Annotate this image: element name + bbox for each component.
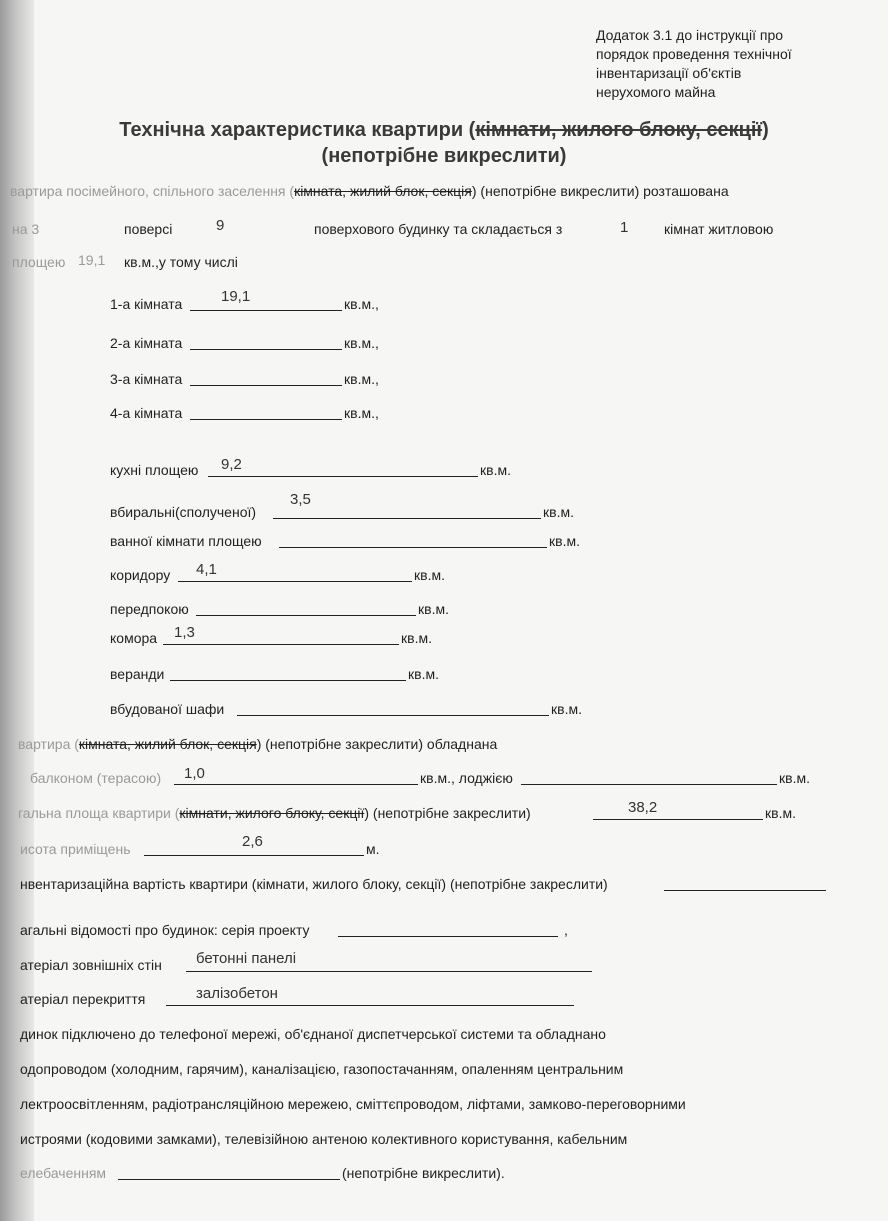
- room-2-label: 2-а кімната: [110, 335, 183, 351]
- rooms-count: 1: [620, 219, 629, 236]
- balcony-label: балконом (терасою): [30, 770, 162, 786]
- unit: кв.м.: [765, 805, 796, 821]
- storage-label: комора: [110, 630, 158, 646]
- series-field[interactable]: [338, 922, 558, 937]
- unit: кв.м.: [551, 701, 582, 717]
- series-label: агальні відомості про будинок: серія проекту: [20, 922, 310, 938]
- room-1-label: 1-а кімната: [110, 296, 183, 312]
- connections-line: лектроосвітленням, радіотрансляційною мережею, сміттєпроводом, ліфтами, замково-переговорними: [20, 1096, 686, 1112]
- building-text: поверхового будинку та складається з: [314, 221, 563, 237]
- wardrobe-field[interactable]: [237, 701, 549, 716]
- including-text: кв.м.,у тому числі: [124, 254, 238, 270]
- appendix-header: [596, 26, 792, 102]
- intro-line-1: вартира посімейного, спільного заселення (кімната, жилий блок, секція) (непотрібне викреслити) розташована: [10, 183, 729, 199]
- unit: кв.м.: [414, 567, 445, 583]
- connections-line: истроями (кодовими замками), телевізійною антеною колективного користування, кабельним: [20, 1131, 628, 1147]
- room-2-field[interactable]: [190, 335, 342, 350]
- balcony-value: 1,0: [184, 765, 205, 782]
- hallway-field[interactable]: [196, 601, 416, 616]
- loggia-field[interactable]: [521, 770, 777, 785]
- area-label: площею: [12, 254, 66, 270]
- unit: кв.м.: [549, 533, 580, 549]
- struck-text: кімнати, жилого блоку, секції: [475, 119, 763, 141]
- unit: кв.м.: [401, 630, 432, 646]
- room-1-value: 19,1: [221, 288, 251, 305]
- inventory-field[interactable]: [664, 876, 826, 891]
- loggia-label: кв.м., лоджією: [420, 770, 513, 786]
- wardrobe-label: вбудованої шафи: [110, 701, 225, 717]
- floor-label: на 3: [12, 221, 40, 237]
- rooms-text: кімнат житловою: [664, 221, 774, 237]
- struck-text: кімната, жилий блок, секція: [294, 183, 472, 199]
- total-area-value: 38,2: [628, 799, 658, 816]
- header-line: порядок проведення технічної: [596, 46, 792, 62]
- inventory-label: нвентаризаційна вартість квартири (кімнати, жилого блоку, секції) (непотрібне закреслити): [20, 876, 608, 892]
- connections-line: елебаченням: [20, 1165, 107, 1181]
- total-area-line: гальна площа квартири (кімнати, жилого блоку, секції) (непотрібне закреслити): [18, 805, 531, 821]
- kitchen-label: кухні площею: [110, 462, 199, 478]
- room-1-field[interactable]: [190, 296, 342, 311]
- living-area-value: 19,1: [78, 252, 106, 268]
- struck-text: кімната, жилий блок, секція: [78, 736, 257, 752]
- room-3-label: 3-а кімната: [110, 371, 183, 387]
- unit: кв.м.: [779, 770, 810, 786]
- corridor-label: коридору: [110, 567, 171, 583]
- unit: кв.м.,: [344, 296, 379, 312]
- bathroom-field[interactable]: [279, 533, 547, 548]
- height-value: 2,6: [242, 833, 263, 850]
- corridor-value: 4,1: [196, 561, 217, 578]
- toilet-label: вбиральні(сполученої): [110, 504, 257, 520]
- unit: кв.м.: [543, 504, 574, 520]
- storage-value: 1,3: [174, 624, 195, 641]
- equipped-line: вартира (кімната, жилий блок, секція) (непотрібне закреслити) обладнана: [18, 736, 498, 752]
- kitchen-field[interactable]: [208, 462, 478, 477]
- unit: кв.м.,: [344, 371, 379, 387]
- floors-material-label: атеріал перекриття: [20, 991, 146, 1007]
- kitchen-value: 9,2: [221, 456, 242, 473]
- cable-tv-field[interactable]: [118, 1165, 340, 1180]
- connections-line: динок підключено до телефоної мережі, об'єднаної диспетчерської системи та обладнано: [20, 1026, 606, 1042]
- bathroom-label: ванної кімнати площею: [110, 533, 262, 549]
- toilet-field[interactable]: [273, 504, 541, 519]
- room-4-label: 4-а кімната: [110, 405, 183, 421]
- toilet-value: 3,5: [290, 491, 311, 508]
- balcony-field[interactable]: [174, 770, 418, 785]
- document-subtitle: (непотрібне викреслити): [321, 145, 567, 167]
- header-line: нерухомого майна: [596, 84, 716, 100]
- veranda-field[interactable]: [170, 666, 406, 681]
- hallway-label: передпокою: [110, 601, 189, 617]
- header-line: інвентаризації об'єктів: [596, 65, 742, 81]
- floors-count: 9: [216, 217, 225, 234]
- height-label: исота приміщень: [20, 841, 131, 857]
- veranda-label: веранди: [110, 666, 165, 682]
- room-4-field[interactable]: [190, 405, 342, 420]
- connections-note: (непотрібне викреслити).: [342, 1165, 505, 1181]
- unit: кв.м.,: [344, 405, 379, 421]
- walls-label: атеріал зовнішніх стін: [20, 957, 162, 973]
- unit: кв.м.: [408, 666, 439, 682]
- floors-material-value: залізобетон: [196, 985, 278, 1002]
- unit: кв.м.: [418, 601, 449, 617]
- header-line: Додаток 3.1 до інструкції про: [596, 27, 784, 43]
- unit: кв.м.: [480, 462, 511, 478]
- storage-field[interactable]: [163, 630, 399, 645]
- total-area-field[interactable]: [593, 805, 763, 820]
- height-unit: м.: [366, 841, 380, 857]
- room-3-field[interactable]: [190, 371, 342, 386]
- connections-line: одопроводом (холодним, гарячим), каналізацією, газопостачанням, опаленням центральним: [20, 1061, 624, 1077]
- document-title: Технічна характеристика квартири (кімнати, жилого блоку, секції): [119, 119, 769, 141]
- unit: кв.м.,: [344, 335, 379, 351]
- comma: ,: [564, 922, 568, 938]
- walls-value: бетонні панелі: [196, 950, 297, 967]
- struck-text: кімнати, жилого блоку, секції: [179, 805, 365, 821]
- floor-word: поверсі: [124, 221, 173, 237]
